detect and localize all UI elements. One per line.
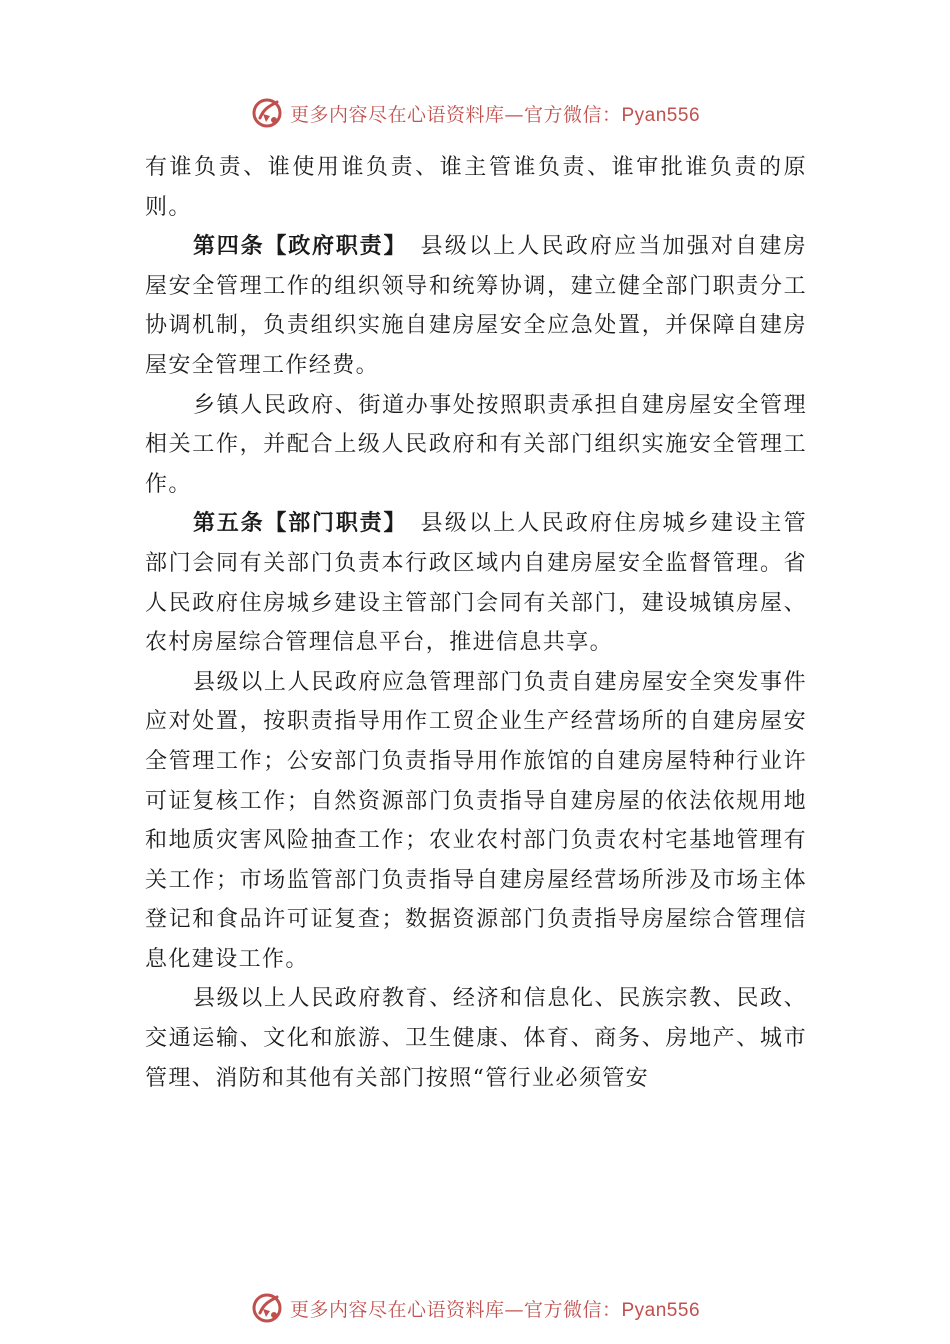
document-body: [145, 148, 807, 1098]
paragraph-3: [145, 386, 807, 505]
paragraph-text: 县级以上人民政府应急管理部门负责自建房屋安全突发事件应对处置，按职责指导用作工贸企业生产经营场所的自建房屋安全管理工作；公安部门负责指导用作旅馆的自建房屋特种行业许可证复核工作；自然资源部门负责指导自建房屋的依法依规用地和地质灾害风险抽查工作；农业农村部门负责农村宅基地管理有关工作；市场监管部门负责指导自建房屋经营场所涉及市场主体登记和食品许可证复查；数据资源部门负责指导房屋综合管理信息化建设工作。: [145, 669, 807, 972]
footer-banner: [0, 1288, 950, 1328]
banner-slogan: 更多内容尽在心语资料库: [289, 1298, 505, 1321]
banner-text: [290, 100, 700, 127]
logo-icon: [250, 96, 284, 130]
paragraph-article-5: [145, 504, 807, 662]
header-banner: [0, 93, 950, 133]
banner-text: [290, 1295, 700, 1322]
paragraph-1: [145, 148, 807, 227]
paragraph-text: 乡镇人民政府、街道办事处按照职责承担自建房屋安全管理相关工作，并配合上级人民政府和有关部门组织实施安全管理工作。: [145, 392, 807, 497]
article-gap: [396, 234, 420, 259]
banner-dash: —: [504, 103, 524, 126]
paragraph-5: [145, 663, 807, 980]
paragraph-article-4: [145, 227, 807, 385]
article-title: 第五条【部门职责】: [193, 510, 397, 537]
banner-wechat-id: Pyan556: [621, 104, 701, 126]
banner-wechat-id: Pyan556: [621, 1299, 701, 1321]
banner-wechat-label: 官方微信：: [523, 103, 622, 126]
banner-slogan: 更多内容尽在心语资料库: [289, 103, 505, 126]
paragraph-text: 县级以上人民政府应当加强对自建房屋安全管理工作的组织领导和统筹协调，建立健全部门职责分工协调机制，负责组织实施自建房屋安全应急处置，并保障自建房屋安全管理工作经费。: [145, 234, 807, 378]
paragraph-text: 县级以上人民政府教育、经济和信息化、民族宗教、民政、交通运输、文化和旅游、卫生健康、体育、商务、房地产、城市管理、消防和其他有关部门按照“管行业必须管安: [145, 986, 807, 1091]
article-title: 第四条【政府职责】: [193, 233, 397, 260]
banner-dash: —: [504, 1298, 524, 1321]
paragraph-text: 县级以上人民政府住房城乡建设主管部门会同有关部门负责本行政区域内自建房屋安全监督管理。省人民政府住房城乡建设主管部门会同有关部门，建设城镇房屋、农村房屋综合管理信息平台，推进信息共享。: [145, 511, 807, 656]
article-gap: [396, 511, 420, 536]
paragraph-6: [145, 979, 807, 1098]
logo-icon: [250, 1291, 284, 1325]
paragraph-text: 有谁负责、谁使用谁负责、谁主管谁负责、谁审批谁负责的原则。: [145, 155, 807, 220]
banner-wechat-label: 官方微信：: [523, 1298, 622, 1321]
